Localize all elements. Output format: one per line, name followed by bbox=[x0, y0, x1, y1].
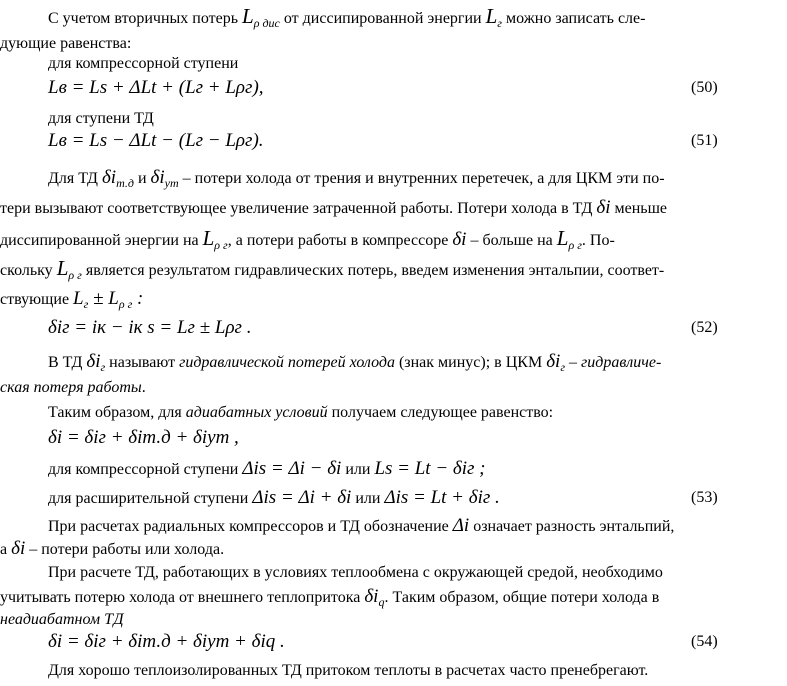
paragraph-1-line-1: С учетом вторичных потерь $L_{\rho дис}$ от диссипированной энергии $L_г$ можно записать сле- bbox=[48, 4, 646, 30]
equation-52: δiг = iк − iк s = Lг ± Lρг . (52) bbox=[48, 317, 718, 338]
label-compressor-stage: для компрессорной ступени bbox=[48, 55, 239, 72]
paragraph-6-line-1: При расчете ТД, работающих в условиях теплообмена с окружающей средой, необходимо bbox=[48, 564, 663, 581]
paragraph-3-line-1: В ТД $\delta i_г$ называют гидравлической потерей холода (знак минус); в ЦКМ $\delta i_г$ – гидравличе- bbox=[48, 351, 662, 374]
equation-number-51: (51) bbox=[691, 132, 718, 149]
equation-sum-losses: δi = δiг + δiт.д + δiут , bbox=[48, 427, 239, 448]
paragraph-3-line-2: ская потеря работы. bbox=[0, 379, 146, 396]
math-L-g: $L_г$ bbox=[485, 4, 502, 30]
paragraph-6-line-3: неадиабатном ТД bbox=[0, 611, 124, 628]
equation-compressor: для компрессорной ступени Δis = Δi − δi или Ls = Lt − δiг ; bbox=[48, 458, 486, 479]
equation-50: Lв = Ls + ΔLt + (Lг + Lρг), (50) bbox=[48, 77, 718, 98]
equation-number-52: (52) bbox=[691, 319, 718, 336]
paragraph-2-line-2: тери вызывают соответствующее увеличение затраченной работы. Потери холода в ТД δi меньше bbox=[0, 197, 667, 218]
paragraph-7: Для хорошо теплоизолированных ТД притоком теплоты в расчетах часто пренебрегают. bbox=[48, 662, 649, 679]
paragraph-2-line-1: Для ТД $\delta i_{т.д}$ и $\delta i_{ут}$ – потери холода от трения и внутренних перетечек, а для ЦКМ эти по- bbox=[48, 167, 665, 190]
paragraph-6-line-2: учитывать потерю холода от внешнего теплопритока $\delta i_q$. Таким образом, общие потери холода в bbox=[0, 586, 660, 609]
paragraph-5-line-1: При расчетах радиальных компрессоров и ТД обозначение Δi означает разность энтальпий, bbox=[48, 515, 675, 536]
equation-number-54: (54) bbox=[691, 633, 718, 650]
math-L-rho-dis: $L_{\rho дис}$ bbox=[242, 4, 280, 30]
equation-51: Lв = Ls − ΔLt − (Lг − Lρг). (51) bbox=[48, 130, 718, 151]
equation-53: для расширительной ступени Δis = Δi + δi или Δis = Lt + δiг . (53) bbox=[48, 487, 718, 508]
equation-number-50: (50) bbox=[691, 79, 718, 96]
paragraph-1-line-2: дующие равенства: bbox=[0, 35, 132, 52]
paragraph-2-line-4: скольку $L_{\rho г}$ является результатом гидравлических потерь, введем изменения энтальпии, соответ- bbox=[0, 256, 665, 282]
equation-number-53: (53) bbox=[691, 489, 718, 506]
equation-54: δi = δiг + δiт.д + δiут + δiq . (54) bbox=[48, 631, 718, 652]
paragraph-5-line-2: а δi – потери работы или холода. bbox=[0, 538, 225, 559]
paragraph-4-line-1: Таким образом, для адиабатных условий получаем следующее равенство: bbox=[48, 404, 554, 421]
paragraph-2-line-5: ствующие $L_г \pm L_{\rho г}$ : bbox=[0, 288, 144, 311]
label-td-stage: для ступени ТД bbox=[48, 110, 154, 127]
paragraph-2-line-3: диссипированной энергии на $L_{\rho г}$, а потери работы в компрессоре δi – больше на $L_{\rho г}$. По- bbox=[0, 226, 615, 252]
